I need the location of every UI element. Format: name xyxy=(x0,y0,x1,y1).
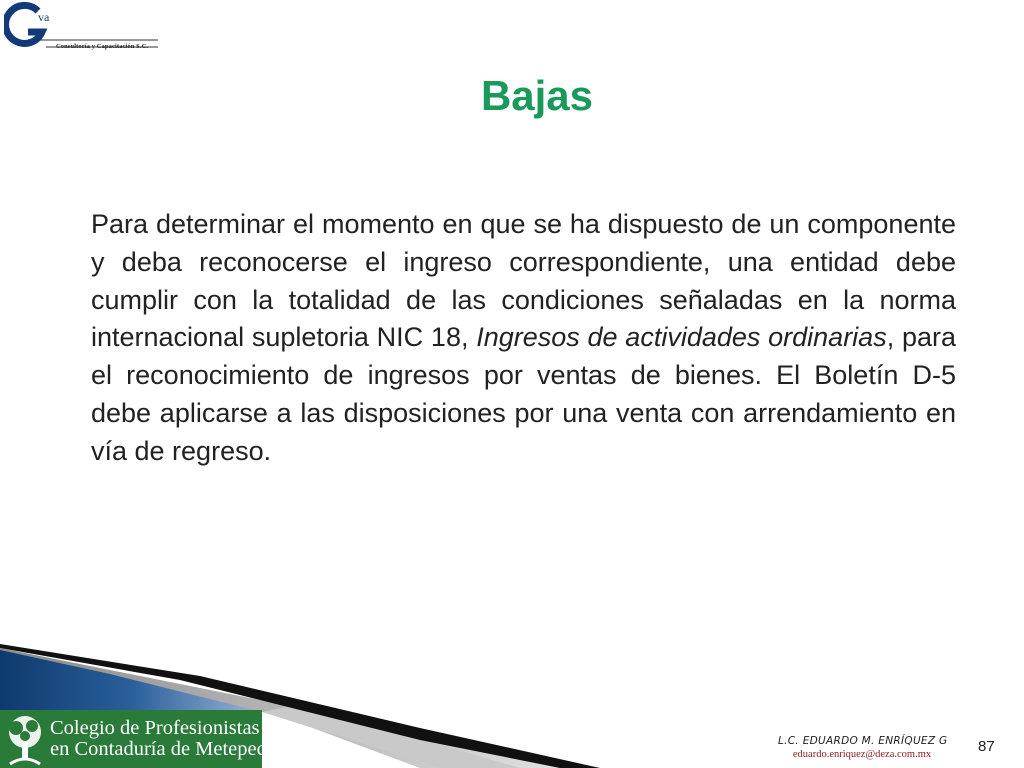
page-number: 87 xyxy=(978,738,995,755)
college-name-line2: en Contaduría de Metepec A.C. xyxy=(50,738,309,760)
logo-letters: va xyxy=(38,10,50,24)
paragraph-text-end: , para el reconocimiento de ingresos por ventas de bienes. El Boletín D-5 debe aplicarse a las disposiciones por una venta con arrendamiento en vía de regreso. xyxy=(91,322,956,466)
paragraph-text-start: Para determinar el momento en que se ha dispuesto de un componente y deba reconocerse el ingreso correspondiente, una entidad debe cumplir con la totalidad de las condiciones señaladas en la norma internacional supletoria NIC 18, xyxy=(91,209,956,353)
logo-tagline: Consultoría y Capacitación S.C. xyxy=(56,43,149,50)
college-name xyxy=(50,718,308,760)
college-logo-band xyxy=(0,710,309,768)
author-email: eduardo.enriquez@deza.com.mx xyxy=(792,749,932,760)
paragraph-italic-title: Ingresos de actividades ordinarias xyxy=(476,322,887,353)
college-name-line1: Colegio de Profesionistas xyxy=(50,717,260,739)
author-name: L.C. EDUARDO M. ENRÍQUEZ G xyxy=(778,735,948,747)
slide-title: Bajas xyxy=(480,72,594,119)
tree-icon xyxy=(2,714,48,766)
